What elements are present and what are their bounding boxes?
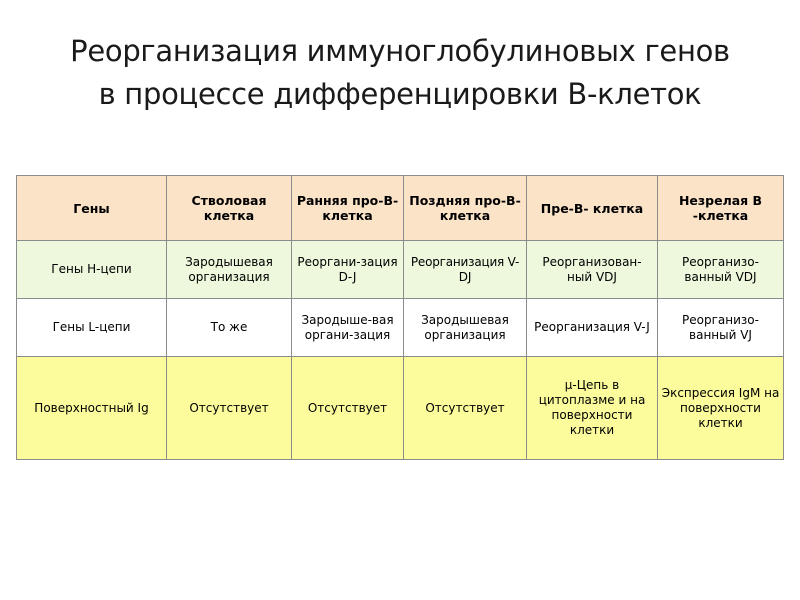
- slide-title-line-2: в процессе дифференцировки В-клеток: [98, 77, 702, 111]
- table-cell: Зародышевая организация: [404, 299, 527, 357]
- header-cell-genes: Гены: [17, 176, 167, 241]
- table-cell: Гены L-цепи: [17, 299, 167, 357]
- table-row-heavy-chain: [17, 241, 784, 299]
- table-header-row: [17, 176, 784, 241]
- table-cell: Экспрессия IgM на поверхности клетки: [658, 357, 784, 460]
- table-cell: Гены Н-цепи: [17, 241, 167, 299]
- table-cell: Отсутствует: [292, 357, 404, 460]
- table-cell: Реоргани-зация D-J: [292, 241, 404, 299]
- slide-title: [0, 30, 800, 116]
- table-row-surface-ig: [17, 357, 784, 460]
- table-cell: Реорганизация V-J: [527, 299, 658, 357]
- slide-title-line-1: Реорганизация иммуноглобулиновых генов: [70, 34, 730, 68]
- header-cell-immature-b: Незрелая В -клетка: [658, 176, 784, 241]
- table-cell: То же: [167, 299, 292, 357]
- table-cell: Отсутствует: [167, 357, 292, 460]
- header-cell-early-pro-b: Ранняя про-В-клетка: [292, 176, 404, 241]
- table-cell: Реорганизо-ванный VDJ: [658, 241, 784, 299]
- table-cell: μ-Цепь в цитоплазме и на поверхности клетки: [527, 357, 658, 460]
- table-cell: Поверхностный Ig: [17, 357, 167, 460]
- table-cell: Зародыше-вая органи-зация: [292, 299, 404, 357]
- table-cell: Реорганизация V-DJ: [404, 241, 527, 299]
- table-row-light-chain: [17, 299, 784, 357]
- table-cell: Отсутствует: [404, 357, 527, 460]
- table-cell: Реорганизо-ванный VJ: [658, 299, 784, 357]
- header-cell-pre-b: Пре-В- клетка: [527, 176, 658, 241]
- header-cell-stem-cell: Стволовая клетка: [167, 176, 292, 241]
- gene-rearrangement-table: [16, 175, 784, 460]
- table-cell: Реорганизован-ный VDJ: [527, 241, 658, 299]
- table-cell: Зародышевая организация: [167, 241, 292, 299]
- header-cell-late-pro-b: Поздняя про-В-клетка: [404, 176, 527, 241]
